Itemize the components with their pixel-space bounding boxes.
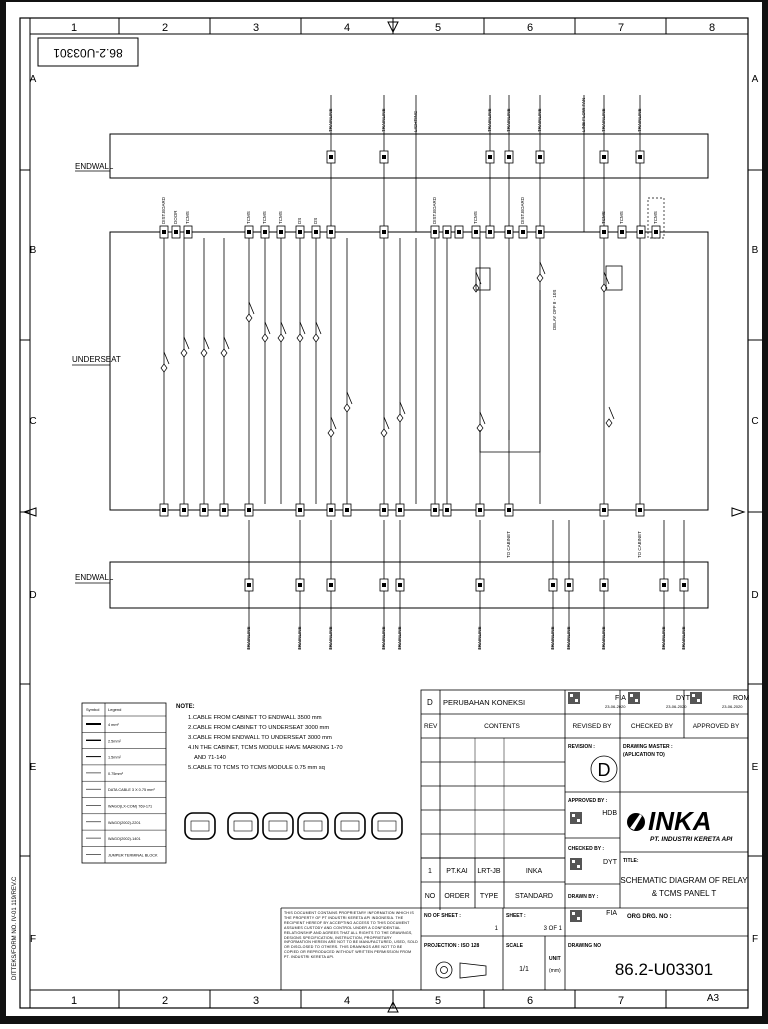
header-revised-by: REVISED BY xyxy=(572,723,612,730)
col-number-bottom: 1 xyxy=(70,995,78,1007)
company-logo-text: INKA xyxy=(648,806,712,836)
qr-finder xyxy=(572,814,575,817)
terminal-contact xyxy=(162,230,166,234)
unit-value: (mm) xyxy=(549,968,561,974)
bottom-wire-label: TRAINLINE xyxy=(550,626,555,650)
approved-value: HDB xyxy=(602,810,617,817)
col-number-top: 4 xyxy=(343,22,351,34)
legend-row-label: DATA CABLE 3 X 0.75 mm² xyxy=(108,788,155,793)
col-number-top: 6 xyxy=(526,22,534,34)
terminal-contact xyxy=(329,508,333,512)
terminal-contact xyxy=(445,508,449,512)
qr-finder xyxy=(697,699,700,702)
row-letter-left: A xyxy=(29,74,37,85)
sign1: FIA xyxy=(615,695,626,702)
sign2: DYT xyxy=(676,695,690,702)
terminal-contact xyxy=(247,508,251,512)
bottom-wire-label: TRAINLINE xyxy=(601,626,606,650)
type-value: LRT-JB xyxy=(477,868,501,875)
revision-label: REVISION : xyxy=(568,744,595,750)
legend-row-label: WAGO(2002)-1401 xyxy=(108,837,141,842)
terminal-contact xyxy=(222,508,226,512)
qr-code xyxy=(628,692,640,704)
row-letter-left: E xyxy=(29,762,37,773)
qr-finder xyxy=(577,917,580,920)
underseat-top-label: DOOR xyxy=(173,210,178,224)
qr-code xyxy=(690,692,702,704)
drawing-no-label: DRAWING NO xyxy=(568,943,602,949)
terminal-contact xyxy=(329,230,333,234)
col-number-bottom: 4 xyxy=(343,995,351,1007)
terminal-contact xyxy=(182,508,186,512)
terminal-contact xyxy=(382,583,386,587)
bottom-wire-label: TRAINLINE xyxy=(681,626,686,650)
qr-finder xyxy=(577,819,580,822)
terminal-contact xyxy=(247,230,251,234)
row-letter-left: C xyxy=(29,416,37,427)
terminal-contact xyxy=(639,230,643,234)
terminal-contact xyxy=(174,230,178,234)
org-drg-label: ORG DRG. NO : xyxy=(627,914,672,920)
terminal-contact xyxy=(457,230,461,234)
terminal-contact xyxy=(279,230,283,234)
rev-letter: D xyxy=(427,698,433,707)
legend-header-legend: Legend xyxy=(108,707,122,712)
top-wire-label: TRAINLINE xyxy=(328,108,333,132)
qr-finder xyxy=(572,912,575,915)
terminal-contact xyxy=(682,583,686,587)
legend-row-label: WAGO(2002)-2201 xyxy=(108,820,141,825)
bottom-wire-label: TRAINLINE xyxy=(328,626,333,650)
scale-label: SCALE xyxy=(506,943,523,949)
terminal-contact xyxy=(551,583,555,587)
terminal-contact xyxy=(202,508,206,512)
no-of-sheet-label: NO OF SHEET : xyxy=(424,913,461,919)
legend-row-label: JUMPER TERMINAL BLOCK xyxy=(108,853,158,858)
legend-row-label: 2.5mm² xyxy=(108,739,121,744)
legend-row-label: 0.75mm² xyxy=(108,771,123,776)
header-approved-by: APPROVED BY xyxy=(692,723,740,730)
underseat-label: UNDERSEAT xyxy=(72,355,121,364)
qr-finder xyxy=(570,694,573,697)
bottom-wire-label: TRAINLINE xyxy=(297,626,302,650)
col-number-bottom: 2 xyxy=(161,995,169,1007)
terminal-contact xyxy=(602,230,606,234)
revision-value: D xyxy=(597,760,611,780)
terminal-contact xyxy=(488,155,492,159)
terminal-contact xyxy=(474,230,478,234)
terminal-contact xyxy=(186,230,190,234)
terminal-contact xyxy=(478,583,482,587)
qr-finder xyxy=(635,699,638,702)
terminal-contact xyxy=(602,508,606,512)
bottom-wire-label: TRAINLINE xyxy=(566,626,571,650)
underseat-top-label: DS xyxy=(313,217,318,224)
top-wire-label: TRAINLINE xyxy=(637,108,642,132)
legend-row-label: 4 mm² xyxy=(108,723,119,727)
terminal-contact xyxy=(298,508,302,512)
terminal-contact xyxy=(298,230,302,234)
underseat-top-label: TCMS xyxy=(278,211,283,224)
standard-value: INKA xyxy=(525,868,543,875)
top-wire-label: TRAINLINE xyxy=(537,108,542,132)
underseat-top-label: TCMS xyxy=(619,211,624,224)
sign1-date: 23-06-2020 xyxy=(605,704,626,709)
row-letter-right: E xyxy=(751,762,759,773)
sheet-label: SHEET : xyxy=(506,913,526,919)
sign3: ROM xyxy=(733,695,750,702)
underseat-top-label: DIST.BOARD xyxy=(520,196,525,224)
terminal-contact xyxy=(620,230,624,234)
order-value: PT.KAI xyxy=(446,868,468,875)
top-wire-label: TRAINLINE xyxy=(506,108,511,132)
terminal-contact xyxy=(507,155,511,159)
terminal-contact xyxy=(538,230,542,234)
legend-header-symbol: Symbol xyxy=(86,707,100,712)
terminal-contact xyxy=(329,583,333,587)
col-number-bottom: 3 xyxy=(252,995,260,1007)
to-cabinet-label: TO CABINET xyxy=(506,531,511,558)
terminal-contact xyxy=(662,583,666,587)
drawn-value: FIA xyxy=(606,910,617,917)
col-number-top: 5 xyxy=(434,22,442,34)
qr-finder xyxy=(630,694,633,697)
company-name: PT. INDUSTRI KERETA API xyxy=(650,836,733,843)
terminal-contact xyxy=(538,155,542,159)
head-standard: STANDARD xyxy=(515,893,553,900)
terminal-contact xyxy=(433,508,437,512)
terminal-contact xyxy=(521,230,525,234)
top-wire-label: TRAINLINE xyxy=(601,108,606,132)
underseat-top-label: TCMS xyxy=(246,211,251,224)
title-line-2: & TCMS PANEL T xyxy=(651,889,717,898)
col-number-top: 8 xyxy=(708,22,716,34)
title-label: TITLE: xyxy=(623,858,639,864)
col-number-top: 3 xyxy=(252,22,260,34)
row-letter-right: B xyxy=(751,245,759,256)
terminal-contact xyxy=(398,508,402,512)
terminal-contact xyxy=(382,230,386,234)
row-letter-left: F xyxy=(29,934,37,945)
bottom-wire-label: TRAINLINE xyxy=(661,626,666,650)
terminal-contact xyxy=(478,508,482,512)
sign3-date: 23-06-2020 xyxy=(722,704,743,709)
unit-label: UNIT xyxy=(549,956,561,962)
note-item: 5.CABLE TO TCMS TO TCMS MODULE 0.75 mm sq xyxy=(188,765,325,771)
sheet-size: A3 xyxy=(706,993,720,1004)
col-number-bottom: 5 xyxy=(434,995,442,1007)
row-letter-left: B xyxy=(29,245,37,256)
rev-description: PERUBAHAN KONEKSI xyxy=(443,698,526,707)
notes-title: NOTE: xyxy=(176,704,195,710)
sign2-date: 23-06-2020 xyxy=(666,704,687,709)
terminal-contact xyxy=(433,230,437,234)
top-wire-label: LIGHTING xyxy=(413,110,418,132)
terminal-contact xyxy=(298,583,302,587)
no-of-sheet-value: 1 xyxy=(494,926,498,932)
underseat-top-label: TCMS xyxy=(601,211,606,224)
projection-label: PROJECTION : ISO 128 xyxy=(424,943,480,949)
scale-value: 1/1 xyxy=(519,966,529,973)
endwall-top-label: ENDWALL xyxy=(75,162,114,171)
underseat-top-label: TCMS xyxy=(185,211,190,224)
terminal-contact xyxy=(445,230,449,234)
bottom-wire-label: TRAINLINE xyxy=(246,626,251,650)
col-number-top: 7 xyxy=(617,22,625,34)
legend-row-label: 1.5mm² xyxy=(108,755,121,760)
terminal-contact xyxy=(602,583,606,587)
terminal-contact xyxy=(345,508,349,512)
terminal-contact xyxy=(398,583,402,587)
header-rev: REV xyxy=(424,723,438,730)
header-contents: CONTENTS xyxy=(484,723,520,730)
col-number-bottom: 7 xyxy=(617,995,625,1007)
qr-code xyxy=(568,692,580,704)
terminal-contact xyxy=(382,508,386,512)
row-letter-right: F xyxy=(751,934,759,945)
underseat-top-label: TCMS xyxy=(653,211,658,224)
note-item: 1.CABLE FROM CABINET TO ENDWALL 3500 mm xyxy=(188,715,322,721)
note-item: AND 71-140 xyxy=(194,755,226,761)
endwall-bottom-label: ENDWALL xyxy=(75,573,114,582)
head-no: NO xyxy=(424,893,436,900)
col-number-top: 1 xyxy=(70,22,78,34)
terminal-contact xyxy=(507,508,511,512)
legend-row-label: WAGO(LX-COM) 769-171 xyxy=(108,804,153,809)
disclaimer-text: THIS DOCUMENT CONTAINS PROPRIETARY INFORMATION WHICH IS THE PROPERTY OF PT INDUSTRI KERETA API INDONESIA. THE RECIPIENT HEREOF BY ACCEPTING ACCESS TO THIS DOCUMENT ASSUMES CUSTODY AND CONTROL UNDER A CONFIDENTIAL RELATIONSHIP AND AGREES THAT ALL RIGHTS TO THE DRAWINGS, DESIGNS SPECIFICATION, INSTRUCTION, PROPRIETARY INFORMATION HEREIN ARE NOT TO BE MANUFACTURED, USED, SOLD OR DISCLOSED TO OTHERS. THIS DRAWINGS ARE NOT TO BE COPIED OR REPRODUCED WITHOUT WRITTEN PERMISSION FROM PT. INDUSTRI KERETA API. xyxy=(284,911,418,960)
bottom-wire-label: TRAINLINE xyxy=(397,626,402,650)
underseat-top-label: TCMS xyxy=(262,211,267,224)
sheet-value: 3 OF 1 xyxy=(543,926,562,932)
top-wire-label: TRAINLINE xyxy=(487,108,492,132)
drawing-no: 86.2-U03301 xyxy=(614,960,714,979)
bottom-wire-label: TRAINLINE xyxy=(381,626,386,650)
terminal-contact xyxy=(247,583,251,587)
title-line-1: SCHEMATIC DIAGRAM OF RELAY xyxy=(620,876,748,885)
note-item: 2.CABLE FROM CABINET TO UNDERSEAT 3000 mm xyxy=(188,725,330,731)
terminal-contact xyxy=(263,230,267,234)
header-checked-by: CHECKED BY xyxy=(630,723,674,730)
head-type: TYPE xyxy=(479,893,499,900)
terminal-contact xyxy=(488,230,492,234)
terminal-contact xyxy=(314,230,318,234)
top-wire-label: TRAINLINE xyxy=(381,108,386,132)
drawn-label: DRAWN BY : xyxy=(568,894,599,900)
terminal-contact xyxy=(638,155,642,159)
qr-finder xyxy=(572,860,575,863)
terminal-contact xyxy=(329,155,333,159)
underseat-top-label: DIST.BOARD xyxy=(432,196,437,224)
side-form-text: DITTEKS/FORM NO. IV-01 119/REV.C xyxy=(12,876,18,980)
row-letter-left: D xyxy=(29,590,37,601)
order-no: 1 xyxy=(428,868,432,875)
to-cabinet-label: TO CABINET xyxy=(637,531,642,558)
row-letter-right: D xyxy=(751,590,759,601)
qr-finder xyxy=(577,865,580,868)
row-letter-right: C xyxy=(751,416,759,427)
checked-label: CHECKED BY : xyxy=(568,846,605,852)
qr-code xyxy=(570,910,582,922)
approved-label: APPROVED BY : xyxy=(568,798,608,804)
col-number-top: 2 xyxy=(161,22,169,34)
terminal-contact xyxy=(382,155,386,159)
underseat-top-label: TCMS xyxy=(473,211,478,224)
note-item: 4.IN THE CABINET, TCMS MODULE HAVE MARKING 1-70 xyxy=(188,745,343,751)
drawing-master-value: (APLICATION TO) xyxy=(623,752,665,758)
bottom-wire-label: TRAINLINE xyxy=(477,626,482,650)
terminal-contact xyxy=(567,583,571,587)
terminal-contact xyxy=(638,508,642,512)
corner-reference: 86.2-U03301 xyxy=(53,46,123,60)
underseat-top-label: DIST.BOARD xyxy=(161,196,166,224)
qr-code xyxy=(570,858,582,870)
terminal-contact xyxy=(602,155,606,159)
underseat-top-label: DS xyxy=(297,217,302,224)
row-letter-right: A xyxy=(751,74,759,85)
terminal-contact xyxy=(507,230,511,234)
terminal-contact xyxy=(162,508,166,512)
qr-code xyxy=(570,812,582,824)
top-wire-label: LINE FLOW FAN xyxy=(581,97,586,132)
qr-finder xyxy=(575,699,578,702)
delay-label: DELAY OFF 8 - 10S xyxy=(552,289,557,330)
drawing-master-label: DRAWING MASTER : xyxy=(623,744,673,750)
col-number-bottom: 6 xyxy=(526,995,534,1007)
head-order: ORDER xyxy=(444,893,470,900)
checked-value: DYT xyxy=(603,859,617,866)
qr-finder xyxy=(692,694,695,697)
terminal-contact xyxy=(654,230,658,234)
note-item: 3.CABLE FROM ENDWALL TO UNDERSEAT 3000 mm xyxy=(188,735,332,741)
